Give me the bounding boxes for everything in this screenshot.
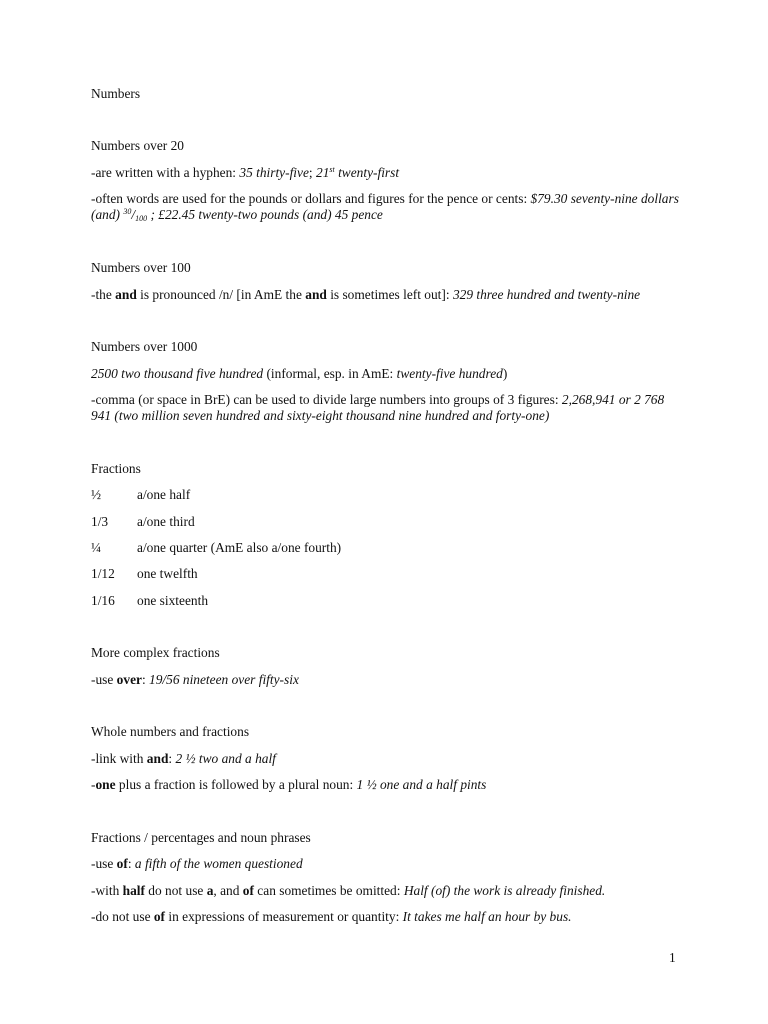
rule-use-of: -use of: a fifth of the women questioned xyxy=(91,856,303,871)
fraction-value: 1/3 xyxy=(91,514,109,529)
fraction-text: a/one quarter (AmE also a/one fourth) xyxy=(137,540,342,555)
rule-informal-hundreds: 2500 two thousand five hundred (informal, esp. in AmE: twenty-five hundred) xyxy=(91,366,508,381)
heading-numbers-over-100: Numbers over 100 xyxy=(91,260,191,275)
fraction-text: one twelfth xyxy=(137,566,198,581)
rule-half: -with half do not use a, and of can sometimes be omitted: Half (of) the work is already finished. xyxy=(91,883,606,898)
rule-link-with-and: -link with and: 2 ½ two and a half xyxy=(91,751,276,766)
heading-numbers-over-20: Numbers over 20 xyxy=(91,138,184,153)
heading-noun-phrases: Fractions / percentages and noun phrases xyxy=(91,830,311,845)
fraction-row xyxy=(91,566,591,582)
rule-use-over: -use over: 19/56 nineteen over fifty-six xyxy=(91,672,299,687)
fraction-row xyxy=(91,514,591,530)
fraction-value: 1/16 xyxy=(91,593,115,608)
fraction-value: ¼ xyxy=(91,540,102,555)
rule-currency: -often words are used for the pounds or dollars and figures for the pence or cents: $79.30 seventy-nine dollars (and) $^{30}/_{100}$ ; £22.45 twenty-two pounds (and) 45 pence xyxy=(91,191,679,223)
rule-plural-noun: -one plus a fraction is followed by a plural noun: 1 ½ one and a half pints xyxy=(91,777,487,792)
fraction-row xyxy=(91,540,591,556)
rule-hyphen: -are written with a hyphen: 35 thirty-five; 21st twenty-first xyxy=(91,165,400,180)
fraction-row xyxy=(91,487,591,503)
heading-numbers-over-1000: Numbers over 1000 xyxy=(91,339,198,354)
fraction-row xyxy=(91,593,591,609)
fraction-text: a/one third xyxy=(137,514,195,529)
rule-measurement: -do not use of in expressions of measurement or quantity: It takes me half an hour by bus. xyxy=(91,909,572,924)
heading-complex-fractions: More complex fractions xyxy=(91,645,220,660)
rule-comma-grouping: -comma (or space in BrE) can be used to divide large numbers into groups of 3 figures: 2,268,941 or 2 768 941 (two million seven hundred and sixty-eight thousand nine hundred and forty-one) xyxy=(91,392,665,423)
fraction-value: ½ xyxy=(91,487,102,502)
fraction-text: a/one half xyxy=(137,487,191,502)
rule-and-pronounced: -the and is pronounced /n/ [in AmE the and is sometimes left out]: 329 three hundred and twenty-nine xyxy=(91,287,641,302)
heading-whole-numbers-fractions: Whole numbers and fractions xyxy=(91,724,250,739)
heading-fractions: Fractions xyxy=(91,461,141,476)
fraction-text: one sixteenth xyxy=(137,593,209,608)
document-title: Numbers xyxy=(91,86,141,101)
fraction-value: 1/12 xyxy=(91,566,115,581)
page-number: 1 xyxy=(669,950,676,965)
